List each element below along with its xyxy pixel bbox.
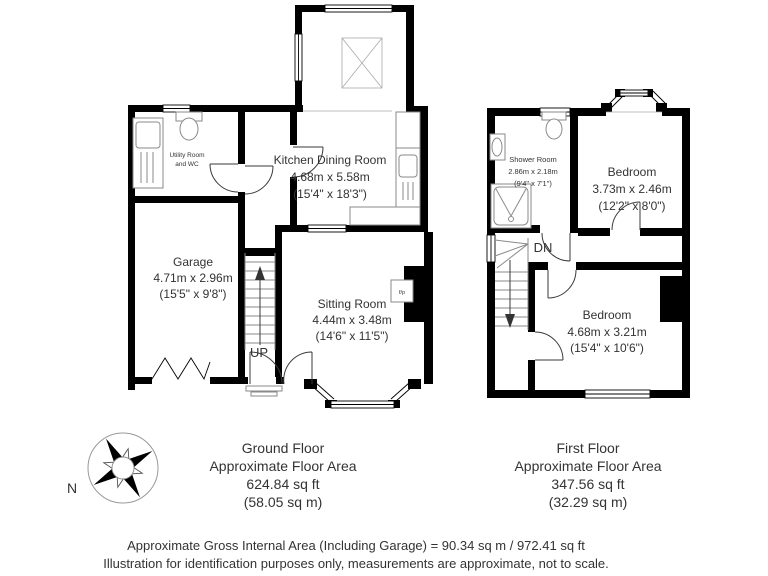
first-floor-caption (514, 440, 661, 510)
skylight (342, 38, 382, 88)
garage-dim-imperial: (15'5" x 9'8") (159, 287, 227, 301)
basin (490, 134, 505, 160)
first-floor-name: First Floor (556, 440, 620, 456)
north-label: N (66, 480, 78, 496)
compass-rose (67, 433, 158, 503)
utility-sink-unit (133, 118, 163, 188)
fireplace (391, 266, 433, 322)
kitchen-dim-imperial: (15'4" x 18'3") (293, 187, 367, 201)
utility-name-line1: Utility Room (169, 152, 205, 159)
first-floor-area-sqft: 347.56 sq ft (551, 476, 625, 492)
ground-floor-area-sqft: 624.84 sq ft (246, 476, 320, 492)
stairs-up (245, 253, 275, 350)
stairs-up-label: UP (249, 345, 269, 360)
kitchen-dim-metric: 4.68m x 5.58m (290, 170, 370, 184)
bay-window-ground (304, 379, 421, 408)
shower-tray (491, 184, 531, 228)
landing-door (535, 332, 563, 360)
first-floor-area-label: Approximate Floor Area (514, 458, 662, 474)
shower-room-dim-imperial: (9'4" x 7'1") (514, 179, 552, 188)
bedroom-front-dim-imperial: (12'2" x 8'0") (598, 199, 666, 213)
utility-door (210, 164, 238, 192)
sitting-room-dim-imperial: (14'6" x 11'5") (315, 329, 389, 343)
shower-room-name: Shower Room (509, 155, 557, 164)
bedroom-back-dim-metric: 4.68m x 3.21m (567, 325, 647, 339)
ground-floor-plan (128, 5, 433, 408)
toilet-first-floor (542, 112, 566, 139)
garage-name: Garage (172, 255, 214, 269)
garage-door (152, 358, 210, 379)
bedroom-back-door (548, 270, 576, 298)
chimney-breast (660, 276, 682, 322)
shower-room-dim-metric: 2.86m x 2.18m (508, 167, 558, 176)
bay-window-first (601, 89, 667, 112)
ground-floor-area-sqm: (58.05 sq m) (243, 494, 323, 510)
bedroom-front-dim-metric: 3.73m x 2.46m (592, 182, 672, 196)
first-floor-plan (487, 89, 690, 398)
toilet (176, 112, 202, 140)
stairs-down-label: DN (533, 240, 553, 255)
garage-dim-metric: 4.71m x 2.96m (153, 271, 233, 285)
ground-floor-area-label: Approximate Floor Area (209, 458, 357, 474)
fireplace-label: f/p (398, 290, 406, 296)
kitchen-counter (350, 112, 420, 225)
bedroom-front-name: Bedroom (607, 165, 657, 179)
bedroom-back-name: Bedroom (582, 308, 632, 322)
footer-line1: Approximate Gross Internal Area (Including Garage) = 90.34 sq m / 972.41 sq ft (127, 538, 585, 553)
footer-disclaimer (103, 538, 609, 571)
first-floor-area-sqm: (32.29 sq m) (548, 494, 628, 510)
footer-line2: Illustration for identification purposes only, measurements are approximate, not to scale. (103, 556, 609, 571)
stairs-down (495, 238, 528, 330)
ground-floor-caption (209, 440, 356, 510)
sitting-room-dim-metric: 4.44m x 3.48m (312, 313, 392, 327)
utility-name-line2: and WC (175, 161, 199, 168)
ground-floor-name: Ground Floor (241, 440, 325, 456)
hall-door (245, 166, 273, 194)
sitting-room-name: Sitting Room (317, 297, 387, 311)
bedroom-back-dim-imperial: (15'4" x 10'6") (570, 341, 644, 355)
kitchen-name: Kitchen Dining Room (273, 153, 387, 167)
